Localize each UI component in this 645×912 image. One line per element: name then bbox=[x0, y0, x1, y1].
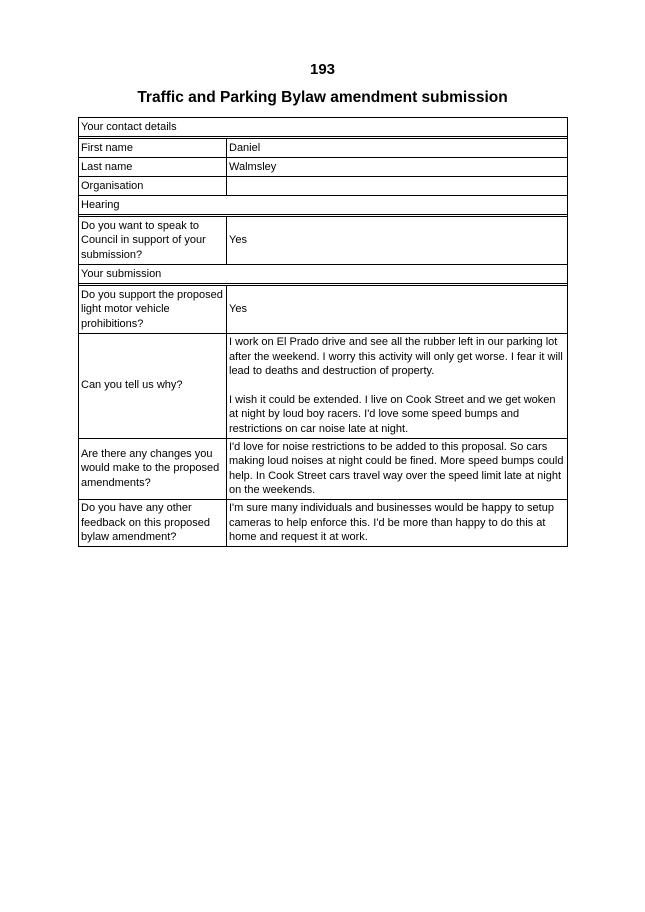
table-row-speak-to-council bbox=[79, 217, 568, 265]
table-row-organisation bbox=[79, 177, 568, 196]
submission-form-table bbox=[78, 117, 568, 547]
section-hearing bbox=[79, 196, 568, 215]
table-row-first-name bbox=[79, 139, 568, 158]
field-value-speak-to-council: Yes bbox=[227, 217, 568, 265]
section-heading: Your submission bbox=[79, 265, 568, 284]
field-label: First name bbox=[79, 139, 227, 158]
table-row-support bbox=[79, 286, 568, 334]
table-row-changes bbox=[79, 438, 568, 499]
section-contact-details bbox=[79, 118, 568, 137]
field-value-why bbox=[227, 334, 568, 439]
section-heading: Hearing bbox=[79, 196, 568, 215]
field-label: Are there any changes you would make to the proposed amendments? bbox=[79, 438, 227, 499]
table-row-why bbox=[79, 334, 568, 439]
field-value-changes: I'd love for noise restrictions to be added to this proposal. So cars making loud noises at night could be fined. More speed bumps could help. In Cook Street cars travel way over the speed limit late at night on the weekends. bbox=[227, 438, 568, 499]
table-row-last-name bbox=[79, 158, 568, 177]
why-paragraph-2: I wish it could be extended. I live on Cook Street and we get woken at night by loud boy racers. I'd love some speed bumps and restrictions on car noise late at night. bbox=[229, 393, 556, 435]
field-value-last-name: Walmsley bbox=[227, 158, 568, 177]
field-value-organisation bbox=[227, 177, 568, 196]
field-label: Can you tell us why? bbox=[79, 334, 227, 439]
field-label: Do you have any other feedback on this proposed bylaw amendment? bbox=[79, 499, 227, 546]
field-value-first-name: Daniel bbox=[227, 139, 568, 158]
field-label: Do you support the proposed light motor vehicle prohibitions? bbox=[79, 286, 227, 334]
field-value-support: Yes bbox=[227, 286, 568, 334]
document-title: Traffic and Parking Bylaw amendment submission bbox=[137, 89, 508, 106]
why-paragraph-1: I work on El Prado drive and see all the rubber left in our parking lot after the weekend. I worry this activity will only get worse. I fear it will lead to deaths and destruction of property. bbox=[229, 336, 563, 378]
page-number: 193 bbox=[309, 61, 336, 78]
section-heading: Your contact details bbox=[79, 118, 568, 137]
section-your-submission bbox=[79, 265, 568, 284]
field-label: Last name bbox=[79, 158, 227, 177]
table-row-feedback bbox=[79, 499, 568, 546]
field-label: Organisation bbox=[79, 177, 227, 196]
field-value-feedback: I'm sure many individuals and businesses would be happy to setup cameras to help enforce this. I'd be more than happy to do this at home and request it at work. bbox=[227, 499, 568, 546]
field-label: Do you want to speak to Council in support of your submission? bbox=[79, 217, 227, 265]
